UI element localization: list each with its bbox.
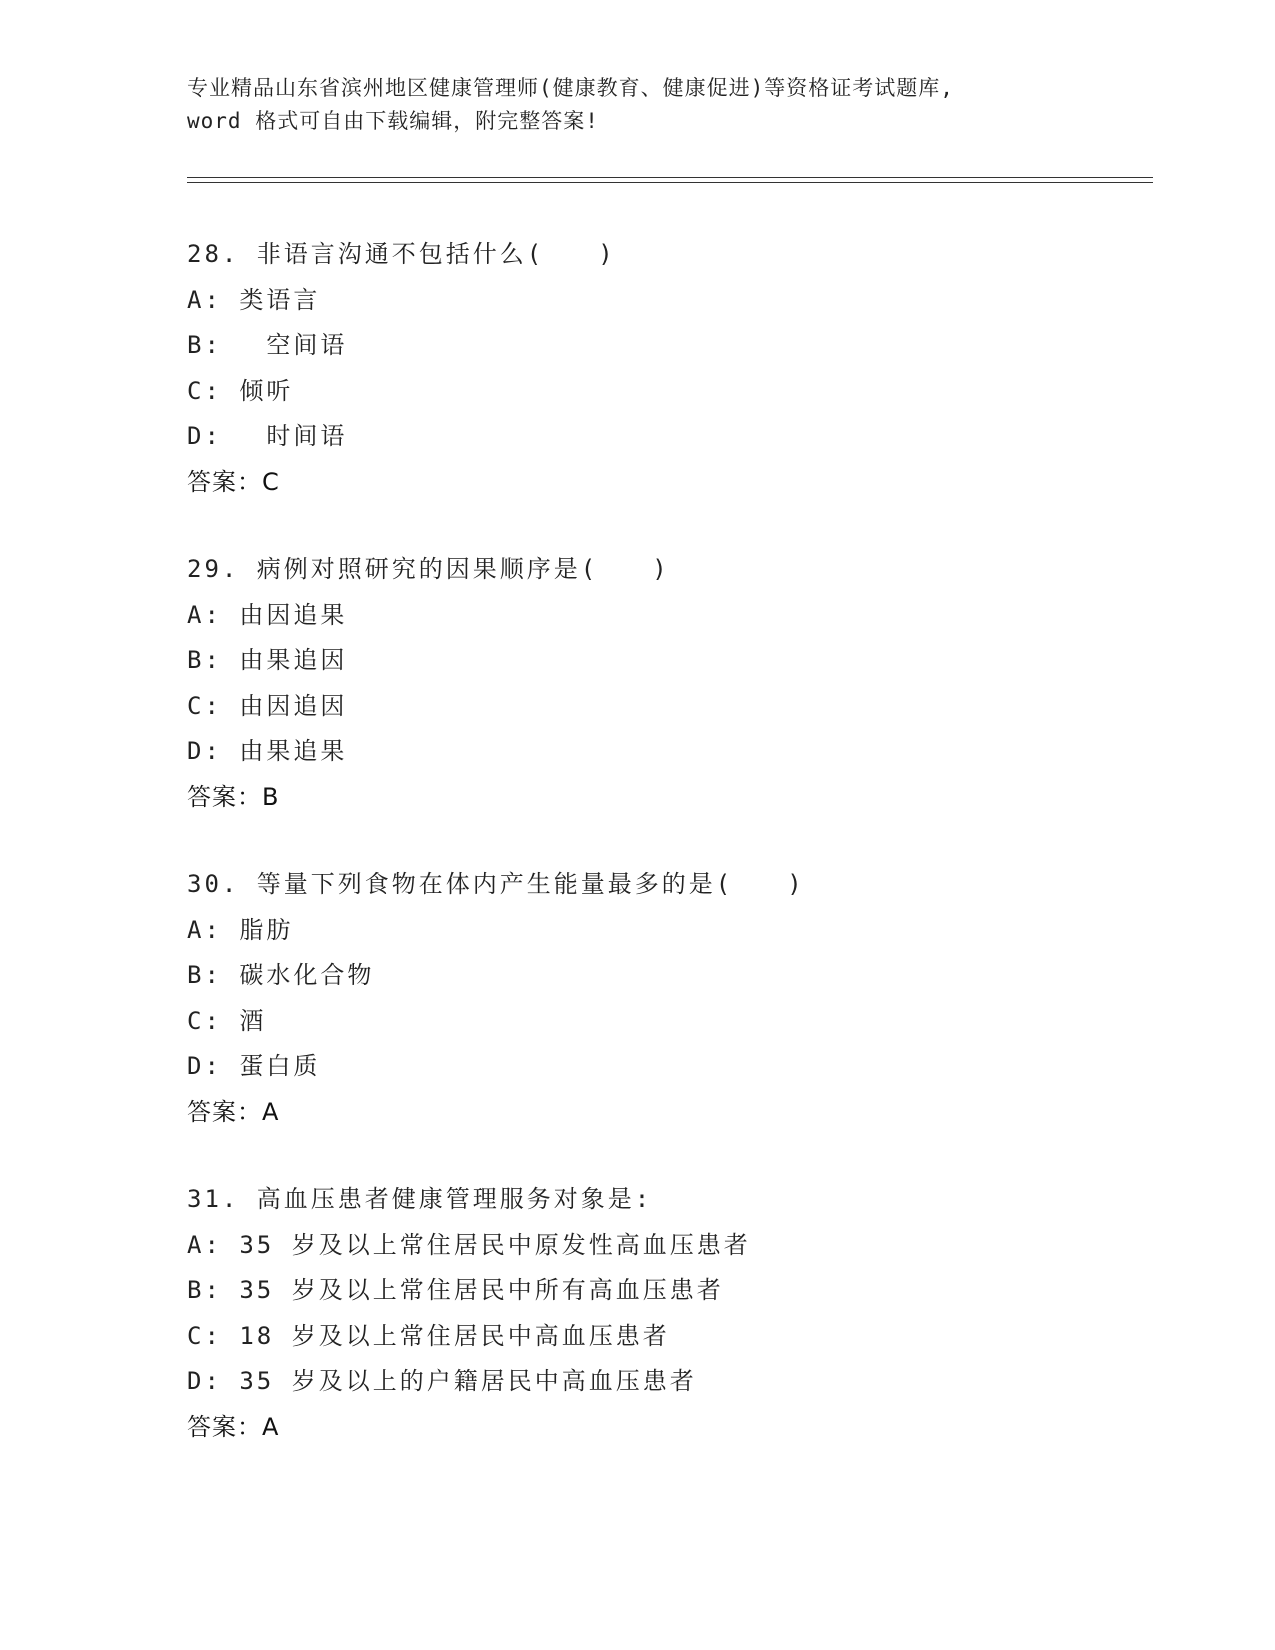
option-c: C: 倾听 bbox=[187, 376, 294, 405]
answer-line: 答案：C bbox=[187, 467, 280, 496]
question-stem: 28. 非语言沟通不包括什么( ) bbox=[187, 240, 616, 268]
header-line-2: word 格式可自由下载编辑，附完整答案! bbox=[187, 109, 599, 133]
option-d: D: 蛋白质 bbox=[187, 1052, 321, 1080]
option-b: B: 碳水化合物 bbox=[187, 961, 375, 989]
option-b: B: 由果追因 bbox=[187, 646, 348, 674]
question-29 bbox=[187, 547, 1187, 820]
option-b: B: 35 岁及以上常住居民中所有高血压患者 bbox=[187, 1276, 724, 1304]
question-stem: 30. 等量下列食物在体内产生能量最多的是( ) bbox=[187, 870, 805, 898]
header-divider-bottom bbox=[187, 182, 1153, 183]
option-a: A: 由因追果 bbox=[187, 600, 348, 629]
document-header bbox=[187, 72, 1087, 138]
option-d: D: 35 岁及以上的户籍居民中高血压患者 bbox=[187, 1367, 697, 1395]
answer-line: 答案：B bbox=[187, 782, 280, 811]
header-line-1: 专业精品山东省滨州地区健康管理师(健康教育、健康促进)等资格证考试题库, bbox=[187, 76, 954, 100]
option-c: C: 酒 bbox=[187, 1006, 267, 1035]
option-c: C: 18 岁及以上常住居民中高血压患者 bbox=[187, 1321, 670, 1350]
answer-line: 答案：A bbox=[187, 1097, 280, 1126]
question-30 bbox=[187, 862, 1187, 1135]
option-a: A: 类语言 bbox=[187, 285, 321, 314]
question-31 bbox=[187, 1177, 1187, 1450]
question-stem: 29. 病例对照研究的因果顺序是( ) bbox=[187, 555, 670, 583]
option-a: A: 35 岁及以上常住居民中原发性高血压患者 bbox=[187, 1230, 751, 1259]
option-d: D: 时间语 bbox=[187, 422, 348, 450]
answer-line: 答案：A bbox=[187, 1412, 280, 1441]
option-a: A: 脂肪 bbox=[187, 915, 294, 944]
question-list bbox=[187, 232, 1187, 1492]
question-28 bbox=[187, 232, 1187, 505]
question-stem: 31. 高血压患者健康管理服务对象是: bbox=[187, 1185, 653, 1213]
option-b: B: 空间语 bbox=[187, 331, 348, 359]
header-divider-top bbox=[187, 177, 1153, 178]
option-c: C: 由因追因 bbox=[187, 691, 348, 720]
option-d: D: 由果追果 bbox=[187, 737, 348, 765]
